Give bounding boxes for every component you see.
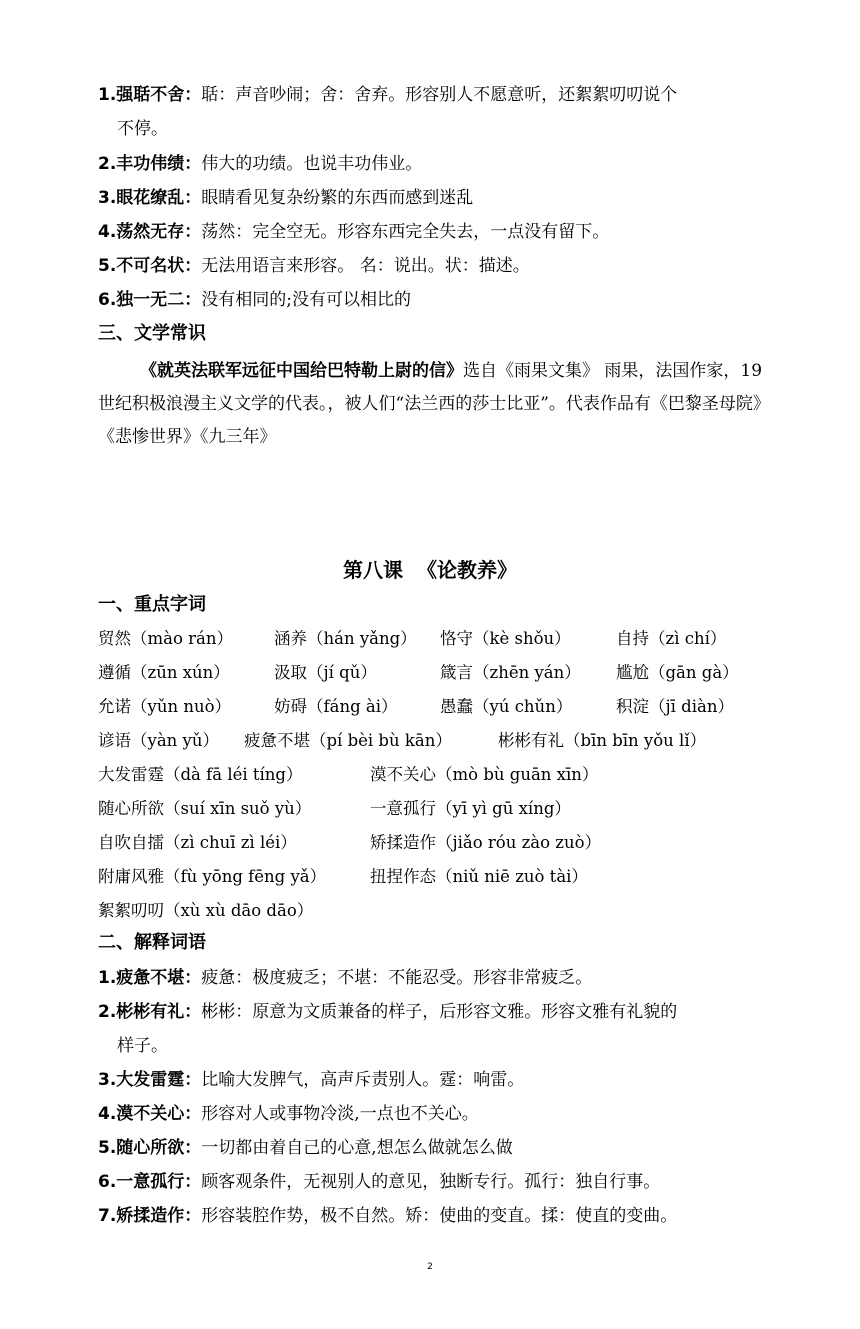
- definition-item: [98, 219, 770, 245]
- definition-term: 2.丰功伟绩：: [98, 154, 202, 174]
- explain-term: 2.彬彬有礼：: [98, 1002, 202, 1022]
- definition-text: 聒：声音吵闹；舍：舍弃。形容别人不愿意听，还絮絮叨叨说个: [201, 85, 678, 105]
- vocab-word: 漠不关心（mò bù guān xīn）: [370, 765, 599, 784]
- vocab-word: 疲惫不堪（pí bèi bù kān）: [244, 731, 452, 750]
- vocab-word: 恪守（kè shǒu）: [440, 629, 571, 648]
- vocab-row: [98, 728, 778, 754]
- vocab-row: [98, 864, 778, 890]
- vocab-word: 遵循（zūn xún）: [98, 663, 230, 682]
- vocab-word: 积淀（jī diàn）: [616, 697, 734, 716]
- definition-text: 没有相同的;没有可以相比的: [201, 290, 412, 310]
- explain-item: [98, 965, 770, 991]
- explain-text: 形容装腔作势，极不自然。矫：使曲的变直。揉：使直的变曲。: [201, 1206, 678, 1226]
- vocab-word: 自吹自擂（zì chuī zì léi）: [98, 833, 297, 852]
- explain-item: [98, 1135, 770, 1161]
- explain-item: [98, 999, 770, 1025]
- definition-item: [98, 287, 770, 313]
- vocab-word: 尴尬（gān gà）: [616, 663, 739, 682]
- explain-text: 一切都由着自己的心意,想怎么做就怎么做: [201, 1138, 513, 1158]
- definition-term: 4.荡然无存：: [98, 222, 202, 242]
- explain-text: 顾客观条件，无视别人的意见，独断专行。孤行：独自行事。: [201, 1172, 661, 1192]
- vocab-word: 彬彬有礼（bīn bīn yǒu lǐ）: [498, 731, 707, 750]
- vocab-word: 自持（zì chí）: [616, 629, 727, 648]
- section-heading-explain: 二、解释词语: [98, 932, 206, 953]
- explain-text: 比喻大发脾气，高声斥责别人。霆：响雷。: [201, 1070, 525, 1090]
- explain-term: 6.一意孤行：: [98, 1172, 202, 1192]
- vocab-row: [98, 762, 778, 788]
- explain-item: [98, 1067, 770, 1093]
- definition-term: 6.独一无二：: [98, 290, 202, 310]
- definition-term: 1.强聒不舍：: [98, 85, 202, 105]
- explain-item: [98, 1203, 770, 1229]
- definition-text: 荡然：完全空无。形容东西完全失去，一点没有留下。: [201, 222, 610, 242]
- explain-continuation: 样子。: [117, 1036, 168, 1056]
- section-heading-literature: 三、文学常识: [98, 323, 206, 344]
- vocab-row: [98, 626, 778, 652]
- vocab-word: 絮絮叨叨（xù xù dāo dāo）: [98, 901, 314, 920]
- vocab-word: 大发雷霆（dà fā léi tíng）: [98, 765, 303, 784]
- vocab-word: 矫揉造作（jiǎo róu zào zuò）: [370, 833, 602, 852]
- vocab-word: 妨碍（fáng ài）: [274, 697, 398, 716]
- vocab-row: [98, 694, 778, 720]
- section-heading-vocab: 一、重点字词: [98, 594, 206, 615]
- vocab-word: 附庸风雅（fù yōng fēng yǎ）: [98, 867, 327, 886]
- explain-term: 3.大发雷霆：: [98, 1070, 202, 1090]
- vocab-word: 一意孤行（yī yì gū xíng）: [370, 799, 571, 818]
- explain-item: [98, 1101, 770, 1127]
- literature-text: 选自《雨果文集》 雨果，法国作家，19 世纪积极浪漫主义文学的代表。，被人们“法兰西的莎士比亚”。代表作品有《巴黎圣母院》《悲惨世界》《九三年》: [98, 361, 770, 447]
- explain-term: 1.疲惫不堪：: [98, 968, 202, 988]
- definition-text: 伟大的功绩。也说丰功伟业。: [201, 154, 423, 174]
- vocab-word: 随心所欲（suí xīn suǒ yù）: [98, 799, 312, 818]
- definition-item: [98, 185, 770, 211]
- explain-term: 4.漠不关心：: [98, 1104, 202, 1124]
- vocab-word: 扭捏作态（niǔ niē zuò tài）: [370, 867, 588, 886]
- explain-text: 形容对人或事物冷淡,一点也不关心。: [201, 1104, 479, 1124]
- vocab-word: 箴言（zhēn yán）: [440, 663, 581, 682]
- definition-item: [98, 253, 770, 279]
- vocab-word: 涵养（hán yǎng）: [274, 629, 417, 648]
- vocab-word: 汲取（jí qǔ）: [274, 663, 377, 682]
- definition-term: 5.不可名状：: [98, 256, 202, 276]
- explain-term: 7.矫揉造作：: [98, 1206, 202, 1226]
- definition-item: [98, 82, 770, 108]
- vocab-word: 允诺（yǔn nuò）: [98, 697, 232, 716]
- vocab-word: 贸然（mào rán）: [98, 629, 234, 648]
- vocab-row: [98, 660, 778, 686]
- literature-title: 《就英法联军远征中国给巴特勒上尉的信》: [140, 361, 463, 381]
- definition-term: 3.眼花缭乱：: [98, 188, 202, 208]
- explain-text: 疲惫：极度疲乏；不堪：不能忍受。形容非常疲乏。: [201, 968, 593, 988]
- definition-item: [98, 151, 770, 177]
- explain-text: 彬彬：原意为文质兼备的样子，后形容文雅。形容文雅有礼貌的: [201, 1002, 678, 1022]
- vocab-row: [98, 830, 778, 856]
- literature-paragraph: [98, 355, 770, 454]
- vocab-word: 谚语（yàn yǔ）: [98, 731, 219, 750]
- explain-item: [98, 1169, 770, 1195]
- vocab-word: 愚蠢（yú chǔn）: [440, 697, 573, 716]
- page-number: 2: [427, 1262, 433, 1272]
- lesson-title: 第八课 《论教养》: [343, 558, 517, 582]
- definition-continuation: 不停。: [117, 119, 168, 139]
- definition-text: 无法用语言来形容。 名：说出。状：描述。: [201, 256, 530, 276]
- definition-text: 眼睛看见复杂纷繁的东西而感到迷乱: [201, 188, 474, 208]
- explain-term: 5.随心所欲：: [98, 1138, 202, 1158]
- vocab-row: [98, 796, 778, 822]
- vocab-row: [98, 898, 778, 924]
